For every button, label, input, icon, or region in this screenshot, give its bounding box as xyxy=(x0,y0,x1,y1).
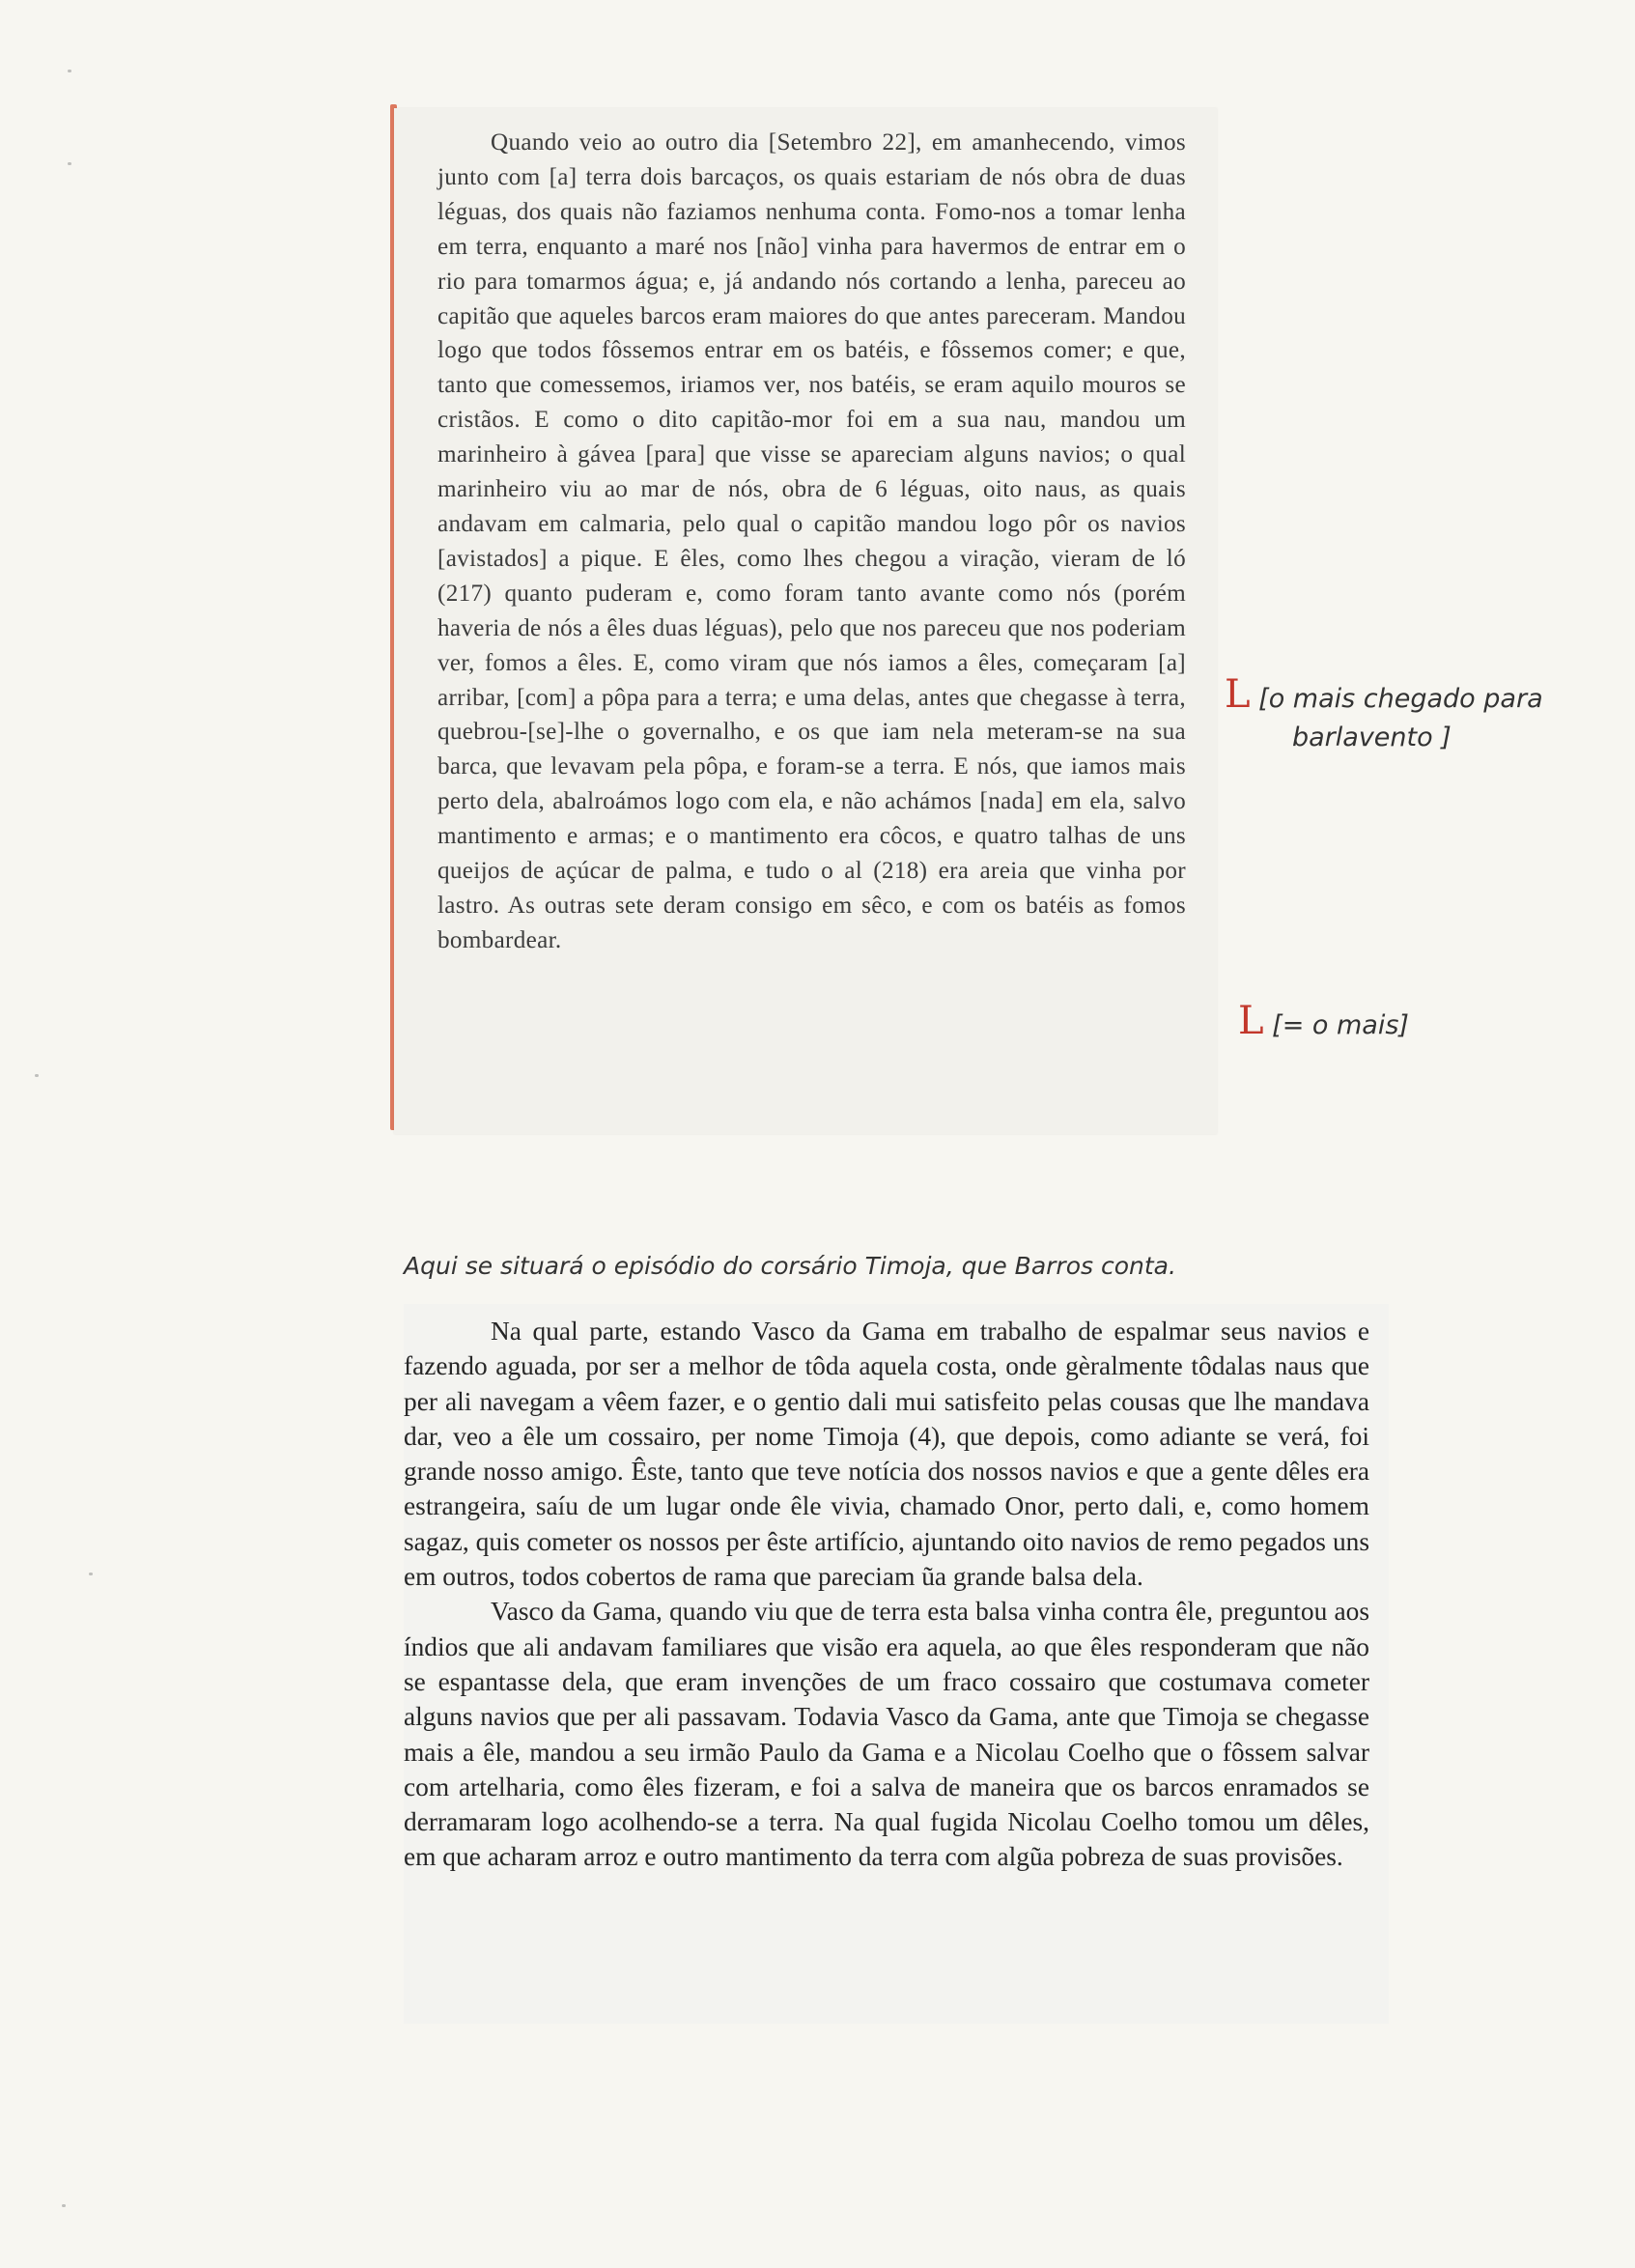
paper-speck xyxy=(89,1573,93,1575)
clipping-barros-text xyxy=(404,1304,1389,2024)
margin-note-2-text: [= o mais] xyxy=(1272,1010,1409,1040)
margin-note-1-line2-wrap xyxy=(1292,723,1452,752)
text-block-1 xyxy=(437,126,1186,958)
margin-note-1-line2: barlavento ] xyxy=(1292,723,1452,752)
paper-speck xyxy=(68,70,71,72)
paper-speck xyxy=(68,162,71,165)
paragraph-barros-2: Vasco da Gama, quando viu que de terra esta balsa vinha contra êle, preguntou aos índios que ali andavam familiares que visão era aquela, ao que êles responderam que não se espantasse dela, que eram invenções de um fraco cossairo que costumava cometer alguns navios que per ali passavam. Todavia Vasco da Gama, ante que Timoja se chegasse mais a êle, mandou a seu irmão Paulo da Gama e a Nicolau Coelho que o fôssem salvar com artelharia, como êles fizeram, e foi a salva de maneira que os barcos enramados se derramaram logo acolhendo-se a terra. Na qual fugida Nicolau Coelho tomou um dêles, em que acharam arroz e outro mantimento da terra com algũa pobreza de suas provisões. xyxy=(404,1597,1369,1872)
handwritten-heading: Aqui se situará o episódio do corsário Timoja, que Barros conta. xyxy=(404,1252,1176,1280)
clipping-camoes-text xyxy=(394,108,1217,1134)
text-block-2 xyxy=(404,1314,1369,1875)
margin-note-1-line1: [o mais chegado para xyxy=(1258,684,1543,714)
paper-speck xyxy=(62,2204,66,2207)
paper-speck xyxy=(35,1074,39,1077)
red-l-mark-2: L xyxy=(1238,999,1264,1043)
paragraph-barros-1: Na qual parte, estando Vasco da Gama em trabalho de espalmar seus navios e fazendo aguada, por ser a melhor de tôda aquela costa, onde gèralmente tôdalas naus que per ali navegam a vêem fazer, e o gentio dali mui satisfeito pelas cousas que lhe mandava dar, veo a êle um cossairo, per nome Timoja (4), que depois, como adiante se verá, foi grande nosso amigo. Êste, tanto que teve notícia dos nossos navios e que a gente dêles era estrangeira, saíu de um lugar onde êle vivia, chamado Onor, perto dali, e, como homem sagaz, quis cometer os nossos per êste artifício, ajuntando oito navios de remo pegados uns em outros, todos cobertos de rama que pareciam ũa grande balsa dela. xyxy=(404,1317,1369,1592)
margin-note-2 xyxy=(1238,999,1409,1043)
red-l-mark: L xyxy=(1225,672,1251,717)
margin-note-1 xyxy=(1225,672,1543,717)
paragraph-roteiro: Quando veio ao outro dia [Setembro 22], em amanhecendo, vimos junto com [a] terra dois barcaços, os quais estariam de nós obra de duas léguas, dos quais não faziamos nenhuma conta. Fomo-nos a tomar lenha em terra, enquanto a maré nos [não] vinha para havermos de entrar em o rio para tomarmos água; e, já andando nós cortando a lenha, pareceu ao capitão que aqueles barcos eram maiores do que antes pareceram. Mandou logo que todos fôssemos entrar em os batéis, e fôssemos comer; e que, tanto que comessemos, iriamos ver, nos batéis, se eram aquilo mouros se cristãos. E como o dito capitão-mor foi em a sua nau, mandou um marinheiro à gávea [para] que visse se apareciam alguns navios; o qual marinheiro viu ao mar de nós, obra de 6 léguas, oito naus, as quais andavam em calmaria, pelo qual o capitão mandou logo pôr os navios [avistados] a pique. E êles, como lhes chegou a viração, vieram de ló (217) quanto puderam e, como foram tanto avante como nós (porém haveria de nós a êles duas léguas), pelo que nos pareceu que nos poderiam ver, fomos a êles. E, como viram que nós iamos a êles, começaram [a] arribar, [com] a pôpa para a terra; e uma delas, antes que chegasse à terra, quebrou-[se]-lhe o governalho, e os que iam nela meteram-se na sua barca, que levavam pela pôpa, e foram-se a terra. E nós, que iamos mais perto dela, abalroámos logo com ela, e não achámos [nada] em ela, salvo mantimento e armas; e o mantimento era côcos, e quatro talhas de uns queijos de açúcar de palma, e tudo o al (218) era areia que vinha por lastro. As outras sete deram consigo em sêco, e com os batéis as fomos bombardear. xyxy=(437,129,1186,953)
